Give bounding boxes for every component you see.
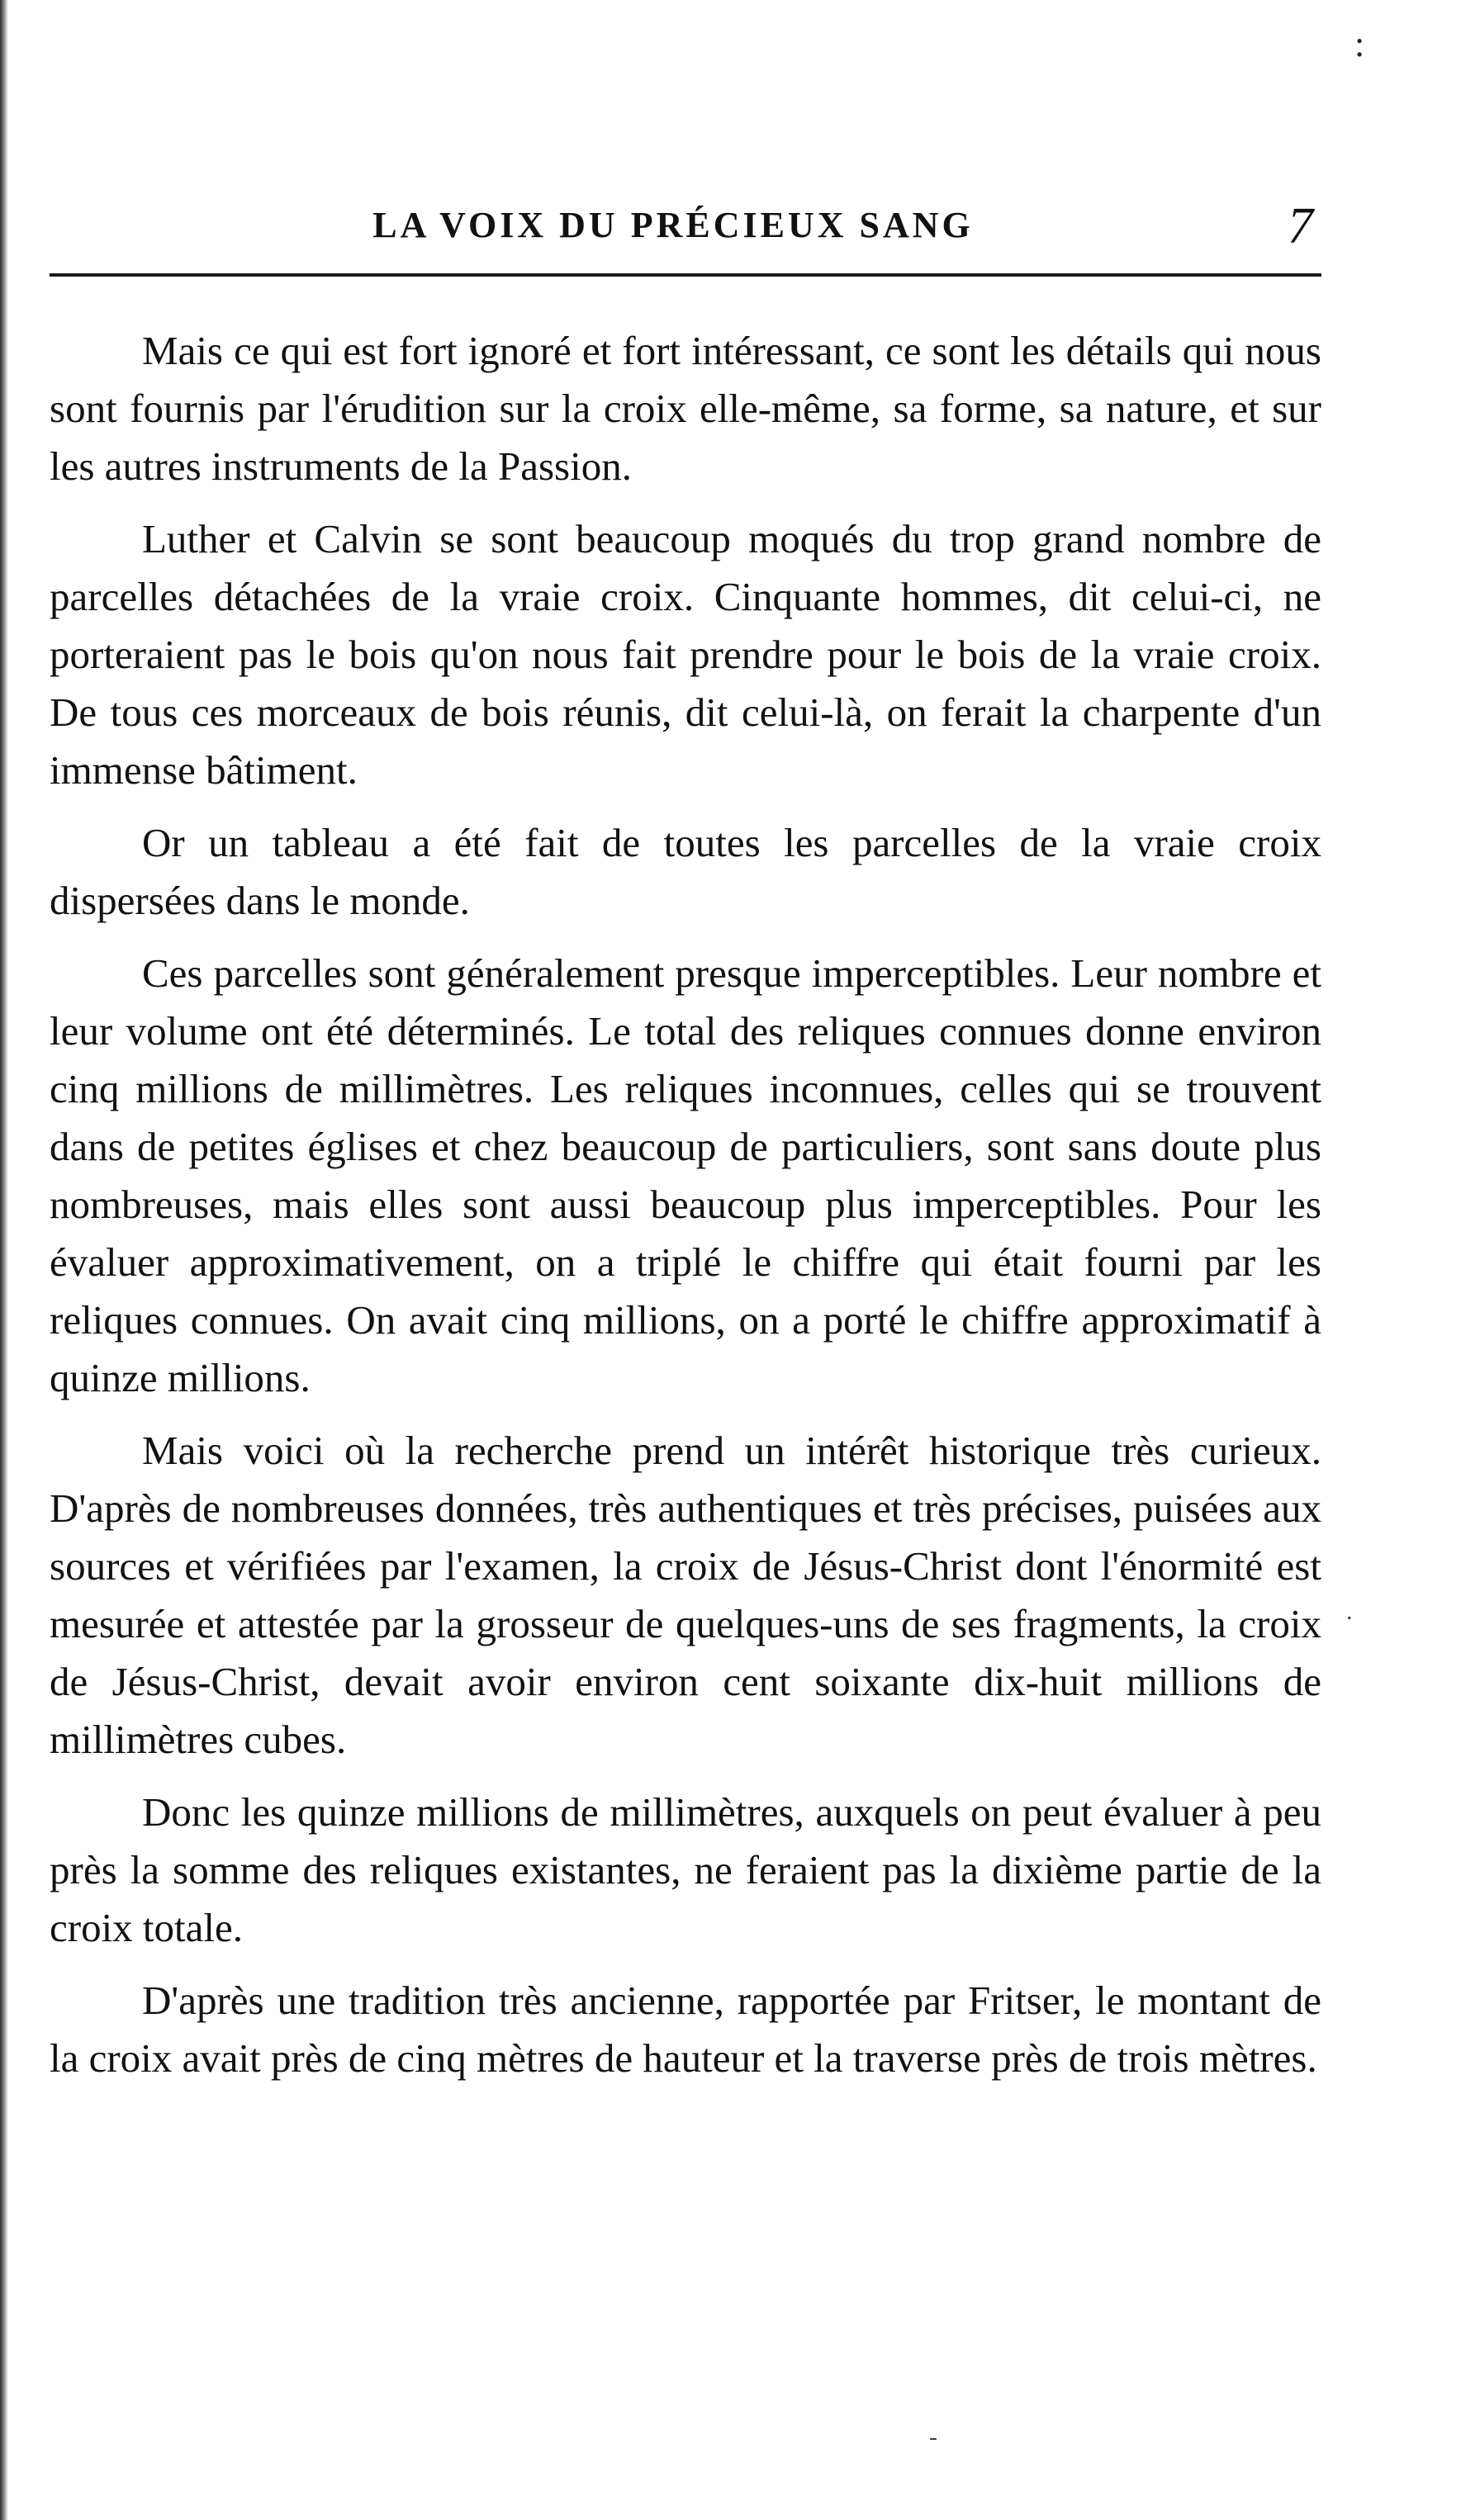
paragraph-2: Luther et Calvin se sont beaucoup moqués du trop grand nombre de parcelles détachées de la vraie croix. Cinquante hommes, dit celui-ci, ne porteraient pas le bois qu'on nous fait prendre pour le bois de la vraie croix. De tous ces morceaux de bois réunis, dit celui-là, on ferait la charpente d'un immense bâtiment. xyxy=(50,516,1321,793)
page-binding-edge xyxy=(0,0,8,2520)
bottom-speck: - xyxy=(929,2423,937,2451)
paragraph-7: D'après une tradition très ancienne, rapportée par Fritser, le montant de la croix avait près de cinq mètres de hauteur et la traverse près de trois mètres. xyxy=(50,1978,1321,2081)
body-text xyxy=(50,322,1321,2102)
header-rule xyxy=(50,273,1321,277)
page-header xyxy=(50,186,1321,277)
paragraph-4: Ces parcelles sont généralement presque imperceptibles. Leur nombre et leur volume ont été déterminés. Le total des reliques connues donne environ cinq millions de millimètres. Les reliques inconnues, celles qui se trouvent dans de petites églises et chez beaucoup de particuliers, sont sans doute plus nombreuses, mais elles sont aussi beaucoup plus imperceptibles. Pour les évaluer approximativement, on a triplé le chiffre qui était fourni par les reliques connues. On avait cinq millions, on a porté le chiffre approximatif à quinze millions. xyxy=(50,950,1321,1400)
running-title: LA VOIX DU PRÉCIEUX SANG xyxy=(372,205,974,245)
page-number: 7 xyxy=(1288,198,1313,254)
margin-speck: . xyxy=(1346,1598,1353,1625)
corner-speck: : xyxy=(1354,24,1365,64)
paragraph-3: Or un tableau a été fait de toutes les parcelles de la vraie croix dispersées dans le monde. xyxy=(50,820,1321,923)
paragraph-6: Donc les quinze millions de millimètres, auxquels on peut évaluer à peu près la somme des reliques existantes, ne feraient pas la dixième partie de la croix totale. xyxy=(50,1789,1321,1950)
paragraph-1: Mais ce qui est fort ignoré et fort intéressant, ce sont les détails qui nous sont fournis par l'érudition sur la croix elle-même, sa forme, sa nature, et sur les autres instruments de la Passion. xyxy=(50,328,1321,489)
paragraph-5: Mais voici où la recherche prend un intérêt historique très curieux. D'après de nombreuses données, très authentiques et très précises, puisées aux sources et vérifiées par l'examen, la croix de Jésus-Christ dont l'énormité est mesurée et attestée par la grosseur de quelques-uns de ses fragments, la croix de Jésus-Christ, devait avoir environ cent soixante dix-huit millions de millimètres cubes. xyxy=(50,1428,1321,1762)
